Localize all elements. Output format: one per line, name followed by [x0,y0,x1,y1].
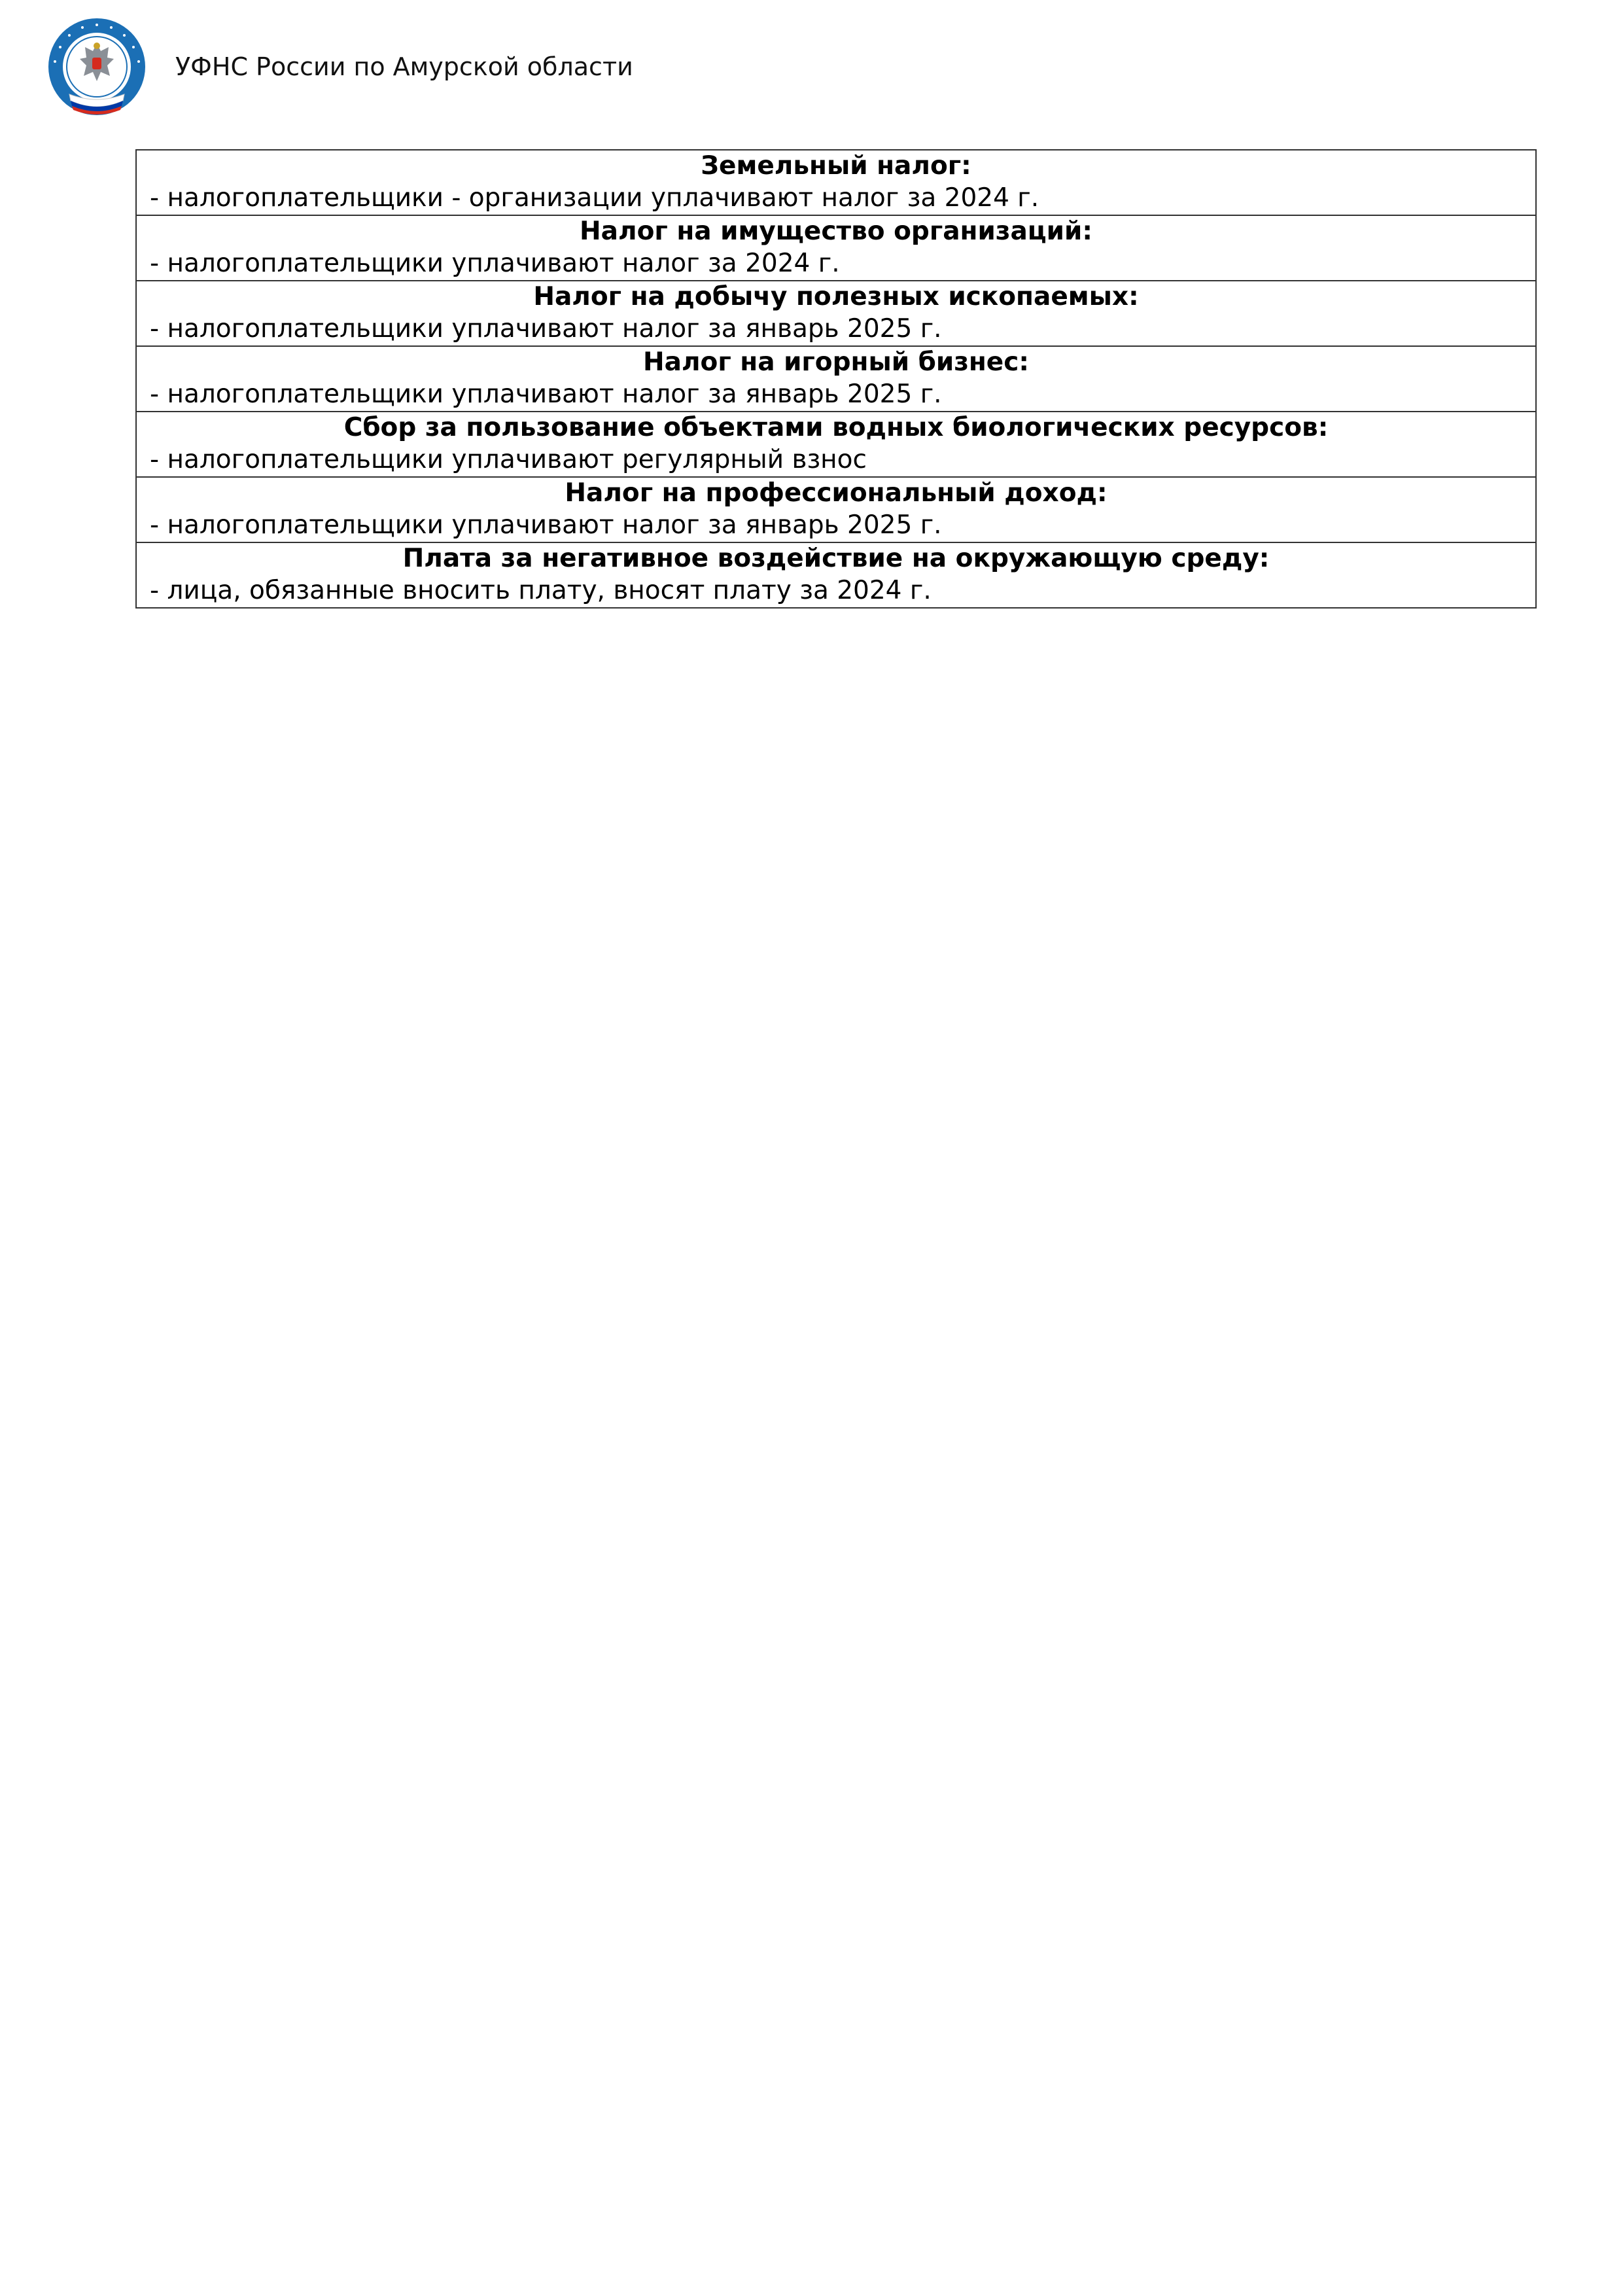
row-title: Сбор за пользование объектами водных биологических ресурсов: [343,413,1329,442]
table-row [136,215,1536,281]
row-text: - лица, обязанные вносить плату, вносят плату за 2024 г. [150,576,932,605]
table-cell [136,542,1536,608]
table-cell [136,412,1536,477]
table-row [136,542,1536,608]
org-name: УФНС России по Амурской области [175,52,633,81]
row-text: - налогоплательщики уплачивают регулярный взнос [150,445,867,474]
row-text: - налогоплательщики уплачивают налог за январь 2025 г. [150,380,942,409]
row-title: Налог на игорный бизнес: [643,347,1029,377]
table-cell [136,281,1536,346]
table-row [136,150,1536,215]
row-title: Налог на имущество организаций: [580,217,1092,246]
table-row [136,281,1536,346]
row-title: Земельный налог: [701,151,971,181]
table-cell [136,346,1536,412]
row-text: - налогоплательщики уплачивают налог за 2024 г. [150,249,840,278]
row-title: Налог на профессиональный доход: [565,478,1108,508]
row-text: - налогоплательщики уплачивают налог за январь 2025 г. [150,510,942,540]
table-row [136,346,1536,412]
fns-emblem-icon [47,17,147,116]
table-cell [136,215,1536,281]
table-cell [136,150,1536,215]
row-title: Налог на добычу полезных ископаемых: [533,282,1139,311]
row-text: - налогоплательщики - организации уплачивают налог за 2024 г. [150,183,1039,213]
tax-table [135,149,1537,609]
table-row [136,412,1536,477]
row-text: - налогоплательщики уплачивают налог за январь 2025 г. [150,314,942,344]
row-title: Плата за негативное воздействие на окружающую среду: [402,544,1270,573]
table-cell [136,477,1536,542]
table-row [136,477,1536,542]
page-header [47,14,633,119]
